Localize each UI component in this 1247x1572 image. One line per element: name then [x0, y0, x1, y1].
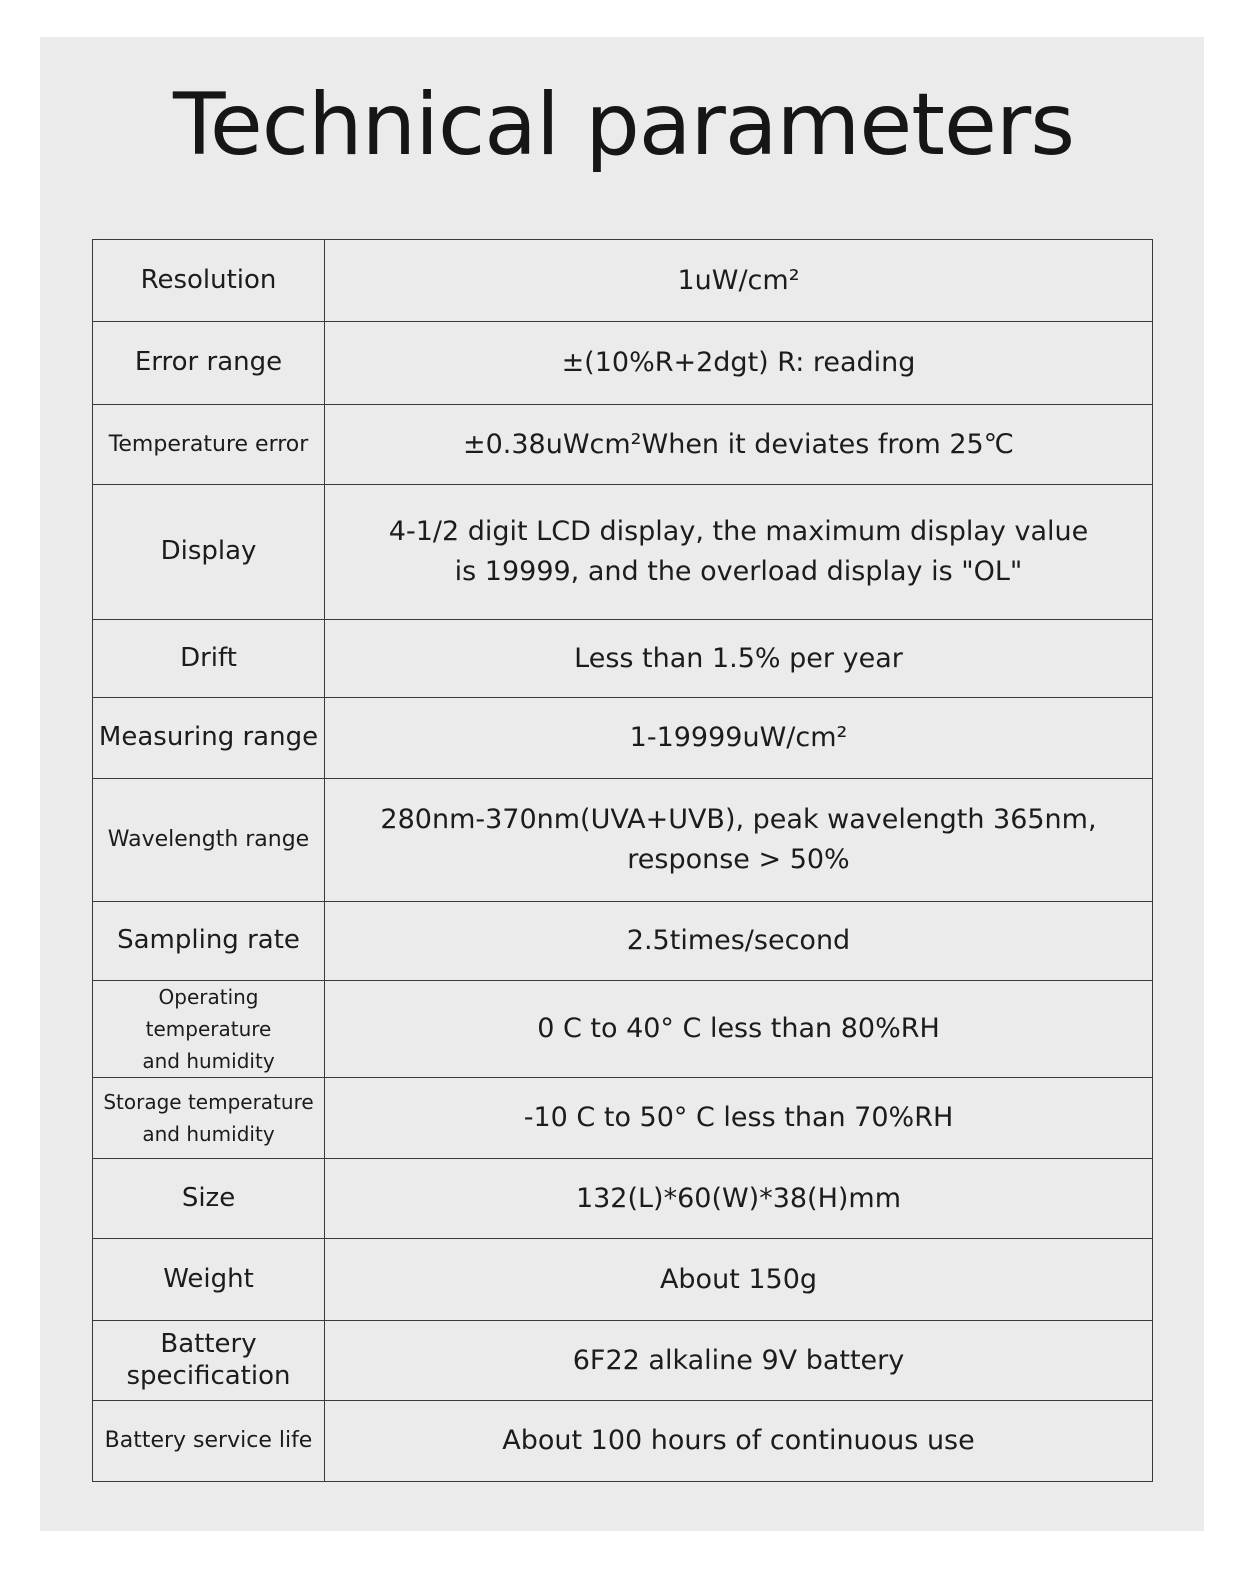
param-value: ±(10%R+2dgt) R: reading — [325, 322, 1153, 405]
param-value: 6F22 alkaline 9V battery — [325, 1321, 1153, 1401]
param-label: Resolution — [93, 240, 325, 322]
param-value: ±0.38uWcm²When it deviates from 25℃ — [325, 405, 1153, 485]
param-label-line: Storage temperature — [103, 1090, 314, 1114]
param-value: 0 C to 40° C less than 80%RH — [325, 981, 1153, 1078]
param-label — [93, 1078, 325, 1159]
param-value — [325, 779, 1153, 902]
param-value: Less than 1.5% per year — [325, 620, 1153, 698]
param-label — [93, 1321, 325, 1401]
param-label: Drift — [93, 620, 325, 698]
param-value: 1uW/cm² — [325, 240, 1153, 322]
param-value-line: 280nm-370nm(UVA+UVB), peak wavelength 365nm, — [380, 803, 1097, 835]
param-value: 132(L)*60(W)*38(H)mm — [325, 1159, 1153, 1239]
table-row — [93, 981, 1153, 1078]
table-row — [93, 240, 1153, 322]
table-row — [93, 902, 1153, 981]
param-value: 1-19999uW/cm² — [325, 698, 1153, 779]
table-row — [93, 779, 1153, 902]
param-label: Wavelength range — [93, 779, 325, 902]
param-label-line: and humidity — [142, 1122, 275, 1146]
param-value: About 100 hours of continuous use — [325, 1401, 1153, 1482]
table-row — [93, 1159, 1153, 1239]
parameters-table — [92, 239, 1153, 1482]
param-label: Weight — [93, 1239, 325, 1321]
param-label-line: and humidity — [142, 1049, 275, 1073]
param-value-line: 4-1/2 digit LCD display, the maximum display value — [388, 515, 1089, 547]
table-row — [93, 1078, 1153, 1159]
param-value: 2.5times/second — [325, 902, 1153, 981]
param-label-line: Battery — [160, 1329, 257, 1360]
table-row — [93, 698, 1153, 779]
param-label — [93, 981, 325, 1078]
param-value — [325, 485, 1153, 620]
param-value-line: is 19999, and the overload display is "OL" — [454, 556, 1023, 587]
param-label: Error range — [93, 322, 325, 405]
table-row — [93, 620, 1153, 698]
table-row — [93, 1239, 1153, 1321]
param-label: Display — [93, 485, 325, 620]
page-title: Technical parameters — [172, 75, 1075, 175]
table-row — [93, 405, 1153, 485]
param-label: Temperature error — [93, 405, 325, 485]
param-label: Size — [93, 1159, 325, 1239]
param-label: Sampling rate — [93, 902, 325, 981]
param-value: -10 C to 50° C less than 70%RH — [325, 1078, 1153, 1159]
table-row — [93, 1401, 1153, 1482]
table-row — [93, 1321, 1153, 1401]
table-row — [93, 322, 1153, 405]
param-value-line: response > 50% — [627, 844, 850, 875]
param-value: About 150g — [325, 1239, 1153, 1321]
param-label-line: Operating temperature — [145, 985, 272, 1041]
table-row — [93, 485, 1153, 620]
param-label: Battery service life — [93, 1401, 325, 1482]
param-label-line: specification — [126, 1360, 291, 1391]
param-label: Measuring range — [93, 698, 325, 779]
